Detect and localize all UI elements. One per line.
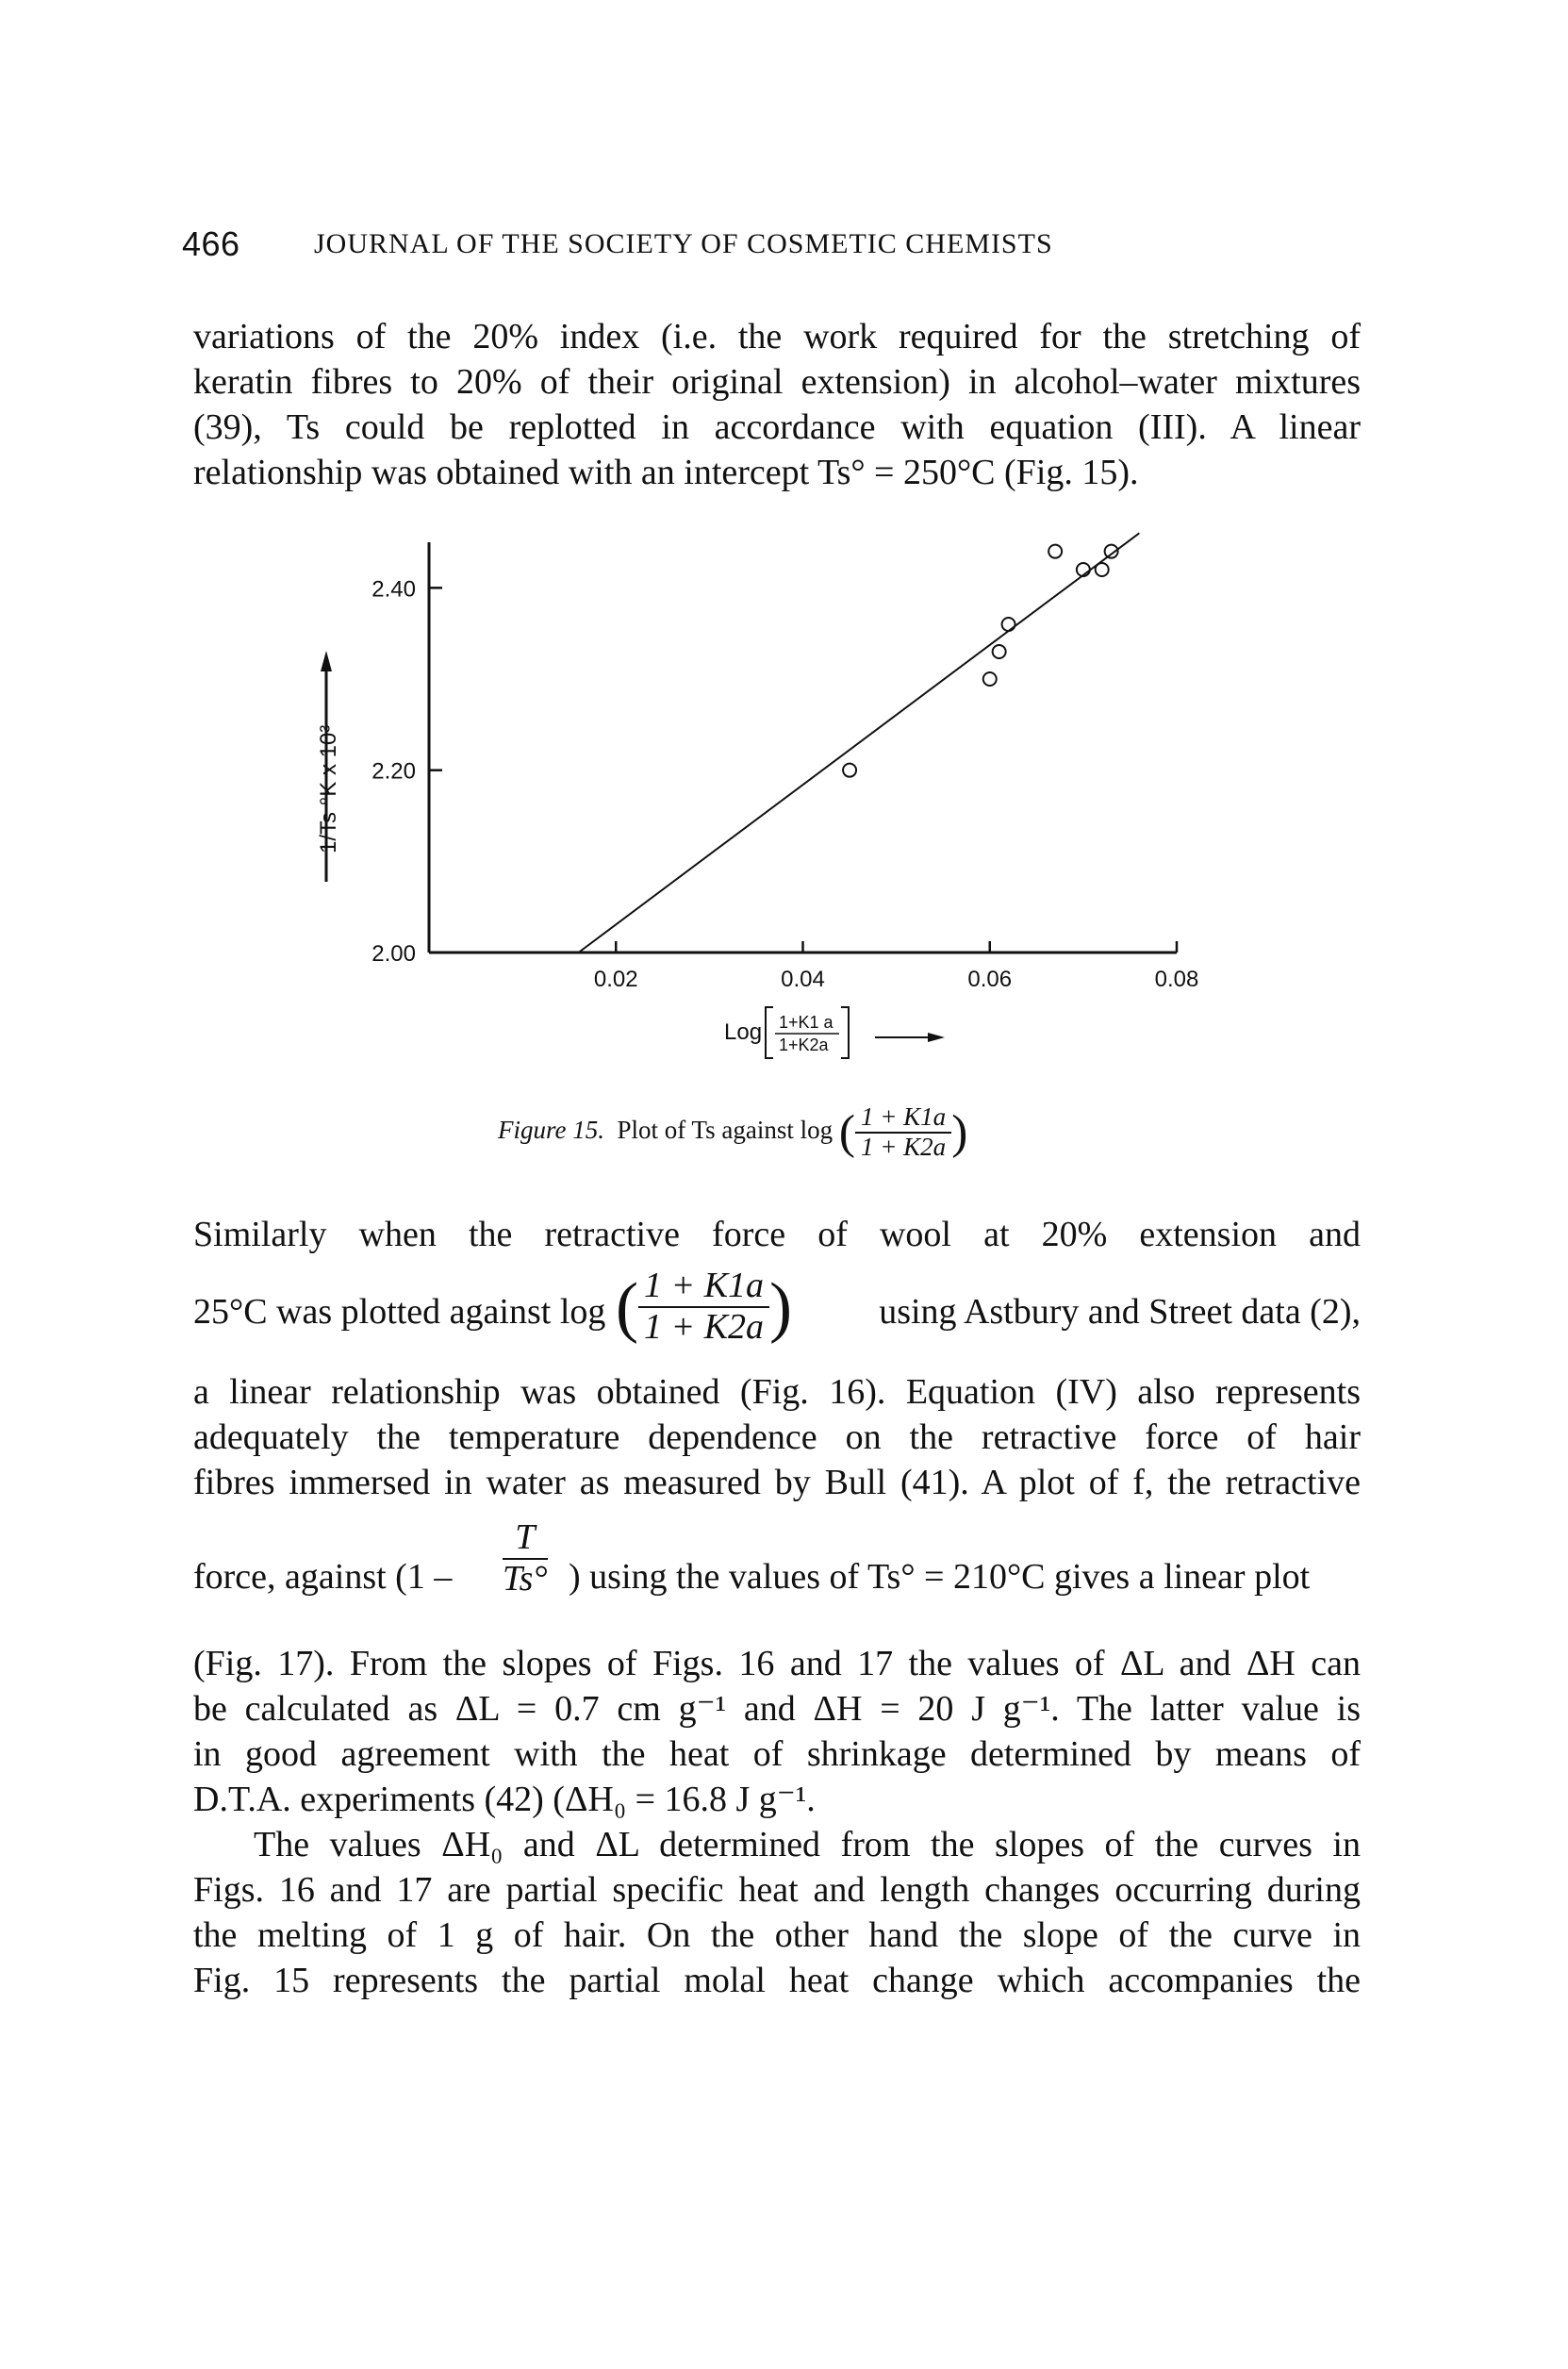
text-fragment: force, against (1 – [193, 1557, 453, 1597]
text-line: variations of the 20% index (i.e. the work required for the stretching of [193, 317, 1361, 356]
equation-fraction-2: $\frac{T}{Ts^\circ}$ [503, 1517, 548, 1599]
text-fragment: 25°C was plotted against log [193, 1292, 606, 1332]
x-tick-label: 0.04 [781, 967, 825, 992]
text-line: adequately the temperature dependence on the retractive force of hair [193, 1417, 1361, 1457]
data-point [843, 764, 856, 777]
figure-15-chart [0, 0, 1568, 1113]
x-tick-label: 0.06 [967, 967, 1013, 992]
text-line: in good agreement with the heat of shrinkage determined by means of [193, 1734, 1361, 1774]
x-label-numerator: 1+K1 a [779, 1013, 834, 1032]
x-tick-label: 0.08 [1154, 967, 1199, 992]
text-line: Similarly when the retractive force of wool at 20% extension and [193, 1215, 1361, 1254]
data-point [983, 672, 997, 686]
text-line: a linear relationship was obtained (Fig. 16). Equation (IV) also represents [193, 1372, 1361, 1412]
page-number: 466 [182, 224, 240, 263]
caption-fraction: $\frac{1 + K1a}{1 + K2a}$ [855, 1103, 951, 1161]
data-point [1096, 563, 1109, 576]
bracket-left [766, 1007, 773, 1058]
text-line: (Fig. 17). From the slopes of Figs. 16 and 17 the values of ΔL and ΔH can [193, 1644, 1361, 1683]
y-tick-label: 2.20 [371, 758, 416, 785]
equation-line-1: 25°C was plotted against log ( $\frac{1 + K1a}{1 + K2a}$ ) using Astbury and Street data (2), [193, 1266, 1361, 1347]
data-point [1002, 618, 1015, 631]
data-point [1048, 545, 1062, 558]
y-tick-label: 2.40 [371, 576, 416, 603]
figure-caption: Figure 15. Plot of Ts against log ( $\frac{1 + K1a}{1 + K2a}$ ) [498, 1102, 968, 1161]
text-line: D.T.A. experiments (42) (ΔH₀ = 16.8 J g⁻¹. [193, 1780, 816, 1819]
text-line: keratin fibres to 20% of their original extension) in alcohol–water mixtures [193, 362, 1361, 402]
text-line: Fig. 15 represents the partial molal heat change which accompanies the [193, 1961, 1361, 2000]
text-line: fibres immersed in water as measured by Bull (41). A plot of f, the retractive [193, 1463, 1361, 1502]
text-line: Figs. 16 and 17 are partial specific heat and length changes occurring during [193, 1870, 1361, 1910]
body-paragraph-3 [193, 1641, 1361, 2003]
equation-fraction: $\frac{1 + K1a}{1 + K2a}$ [638, 1267, 769, 1348]
text-line: (39), Ts could be replotted in accordance with equation (III). A linear [193, 407, 1361, 447]
body-paragraph-1 [193, 1212, 1361, 1257]
text-line: the melting of 1 g of hair. On the other hand the slope of the curve in [193, 1915, 1361, 1955]
text-line: relationship was obtained with an intercept Ts° = 250°C (Fig. 15). [193, 453, 1139, 492]
y-axis-label: 1/Ts °K x 10³ [316, 724, 341, 853]
x-axis-label: Log [724, 1019, 763, 1045]
equation-line-2 [193, 1518, 1361, 1622]
body-paragraph-2 [193, 1369, 1361, 1505]
text-line: be calculated as ΔL = 0.7 cm g⁻¹ and ΔH = 20 J g⁻¹. The latter value is [193, 1689, 1361, 1729]
data-point [993, 645, 1006, 658]
journal-title: JOURNAL OF THE SOCIETY OF COSMETIC CHEMISTS [314, 228, 1053, 259]
bracket-right [841, 1007, 849, 1058]
x-label-denominator: 1+K2a [779, 1035, 829, 1054]
text-line: The values ΔH₀ and ΔL determined from the slopes of the curves in [254, 1825, 1361, 1864]
x-tick-label: 0.02 [593, 967, 638, 992]
text-fragment: ) using the values of Ts° = 210°C gives a linear plot [569, 1557, 1311, 1597]
y-tick-label: 2.00 [371, 941, 416, 967]
text-fragment: using Astbury and Street data (2), [879, 1292, 1361, 1332]
caption-text: Plot of Ts against log [617, 1115, 834, 1144]
y-arrowhead [321, 651, 332, 671]
chart-plot-area [371, 533, 1198, 992]
figure-label: Figure 15. [498, 1115, 604, 1144]
fit-line [579, 533, 1140, 953]
x-arrowhead [928, 1033, 945, 1042]
